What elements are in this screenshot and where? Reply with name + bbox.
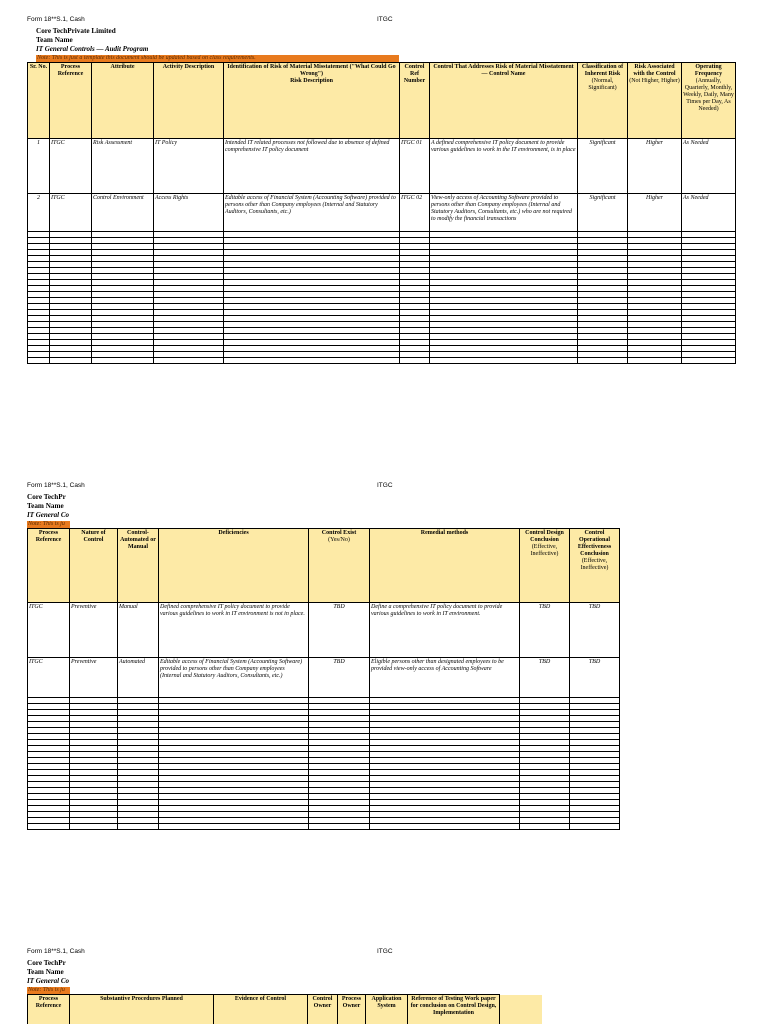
cell-classification: Significant bbox=[578, 194, 628, 232]
cell-sr: 1 bbox=[28, 139, 50, 194]
cell-process: ITGC bbox=[28, 658, 70, 698]
control-header-main: Control That Addresses Risk of Material Misstatement bbox=[433, 64, 574, 70]
risk-header-main: Identification of Risk of Material Misstatement ("What Could Go Wrong") bbox=[227, 64, 396, 77]
exist-header-sub: (Yes/No) bbox=[328, 537, 350, 543]
cell-control-exist: TBD bbox=[309, 658, 370, 698]
empty-cell bbox=[159, 824, 309, 830]
cell-activity: Access Rights bbox=[154, 194, 224, 232]
risk-assoc-header-sub: (Not Higher, Higher) bbox=[629, 78, 680, 84]
col-header-application: Application System bbox=[366, 995, 408, 1024]
col-header-workpaper-ref: Reference of Testing Work paper for conclusion on Control Design, Implementation bbox=[408, 995, 500, 1024]
col-header-deficiencies: Deficiencies bbox=[159, 529, 309, 603]
design-header-sub: (Effective, Ineffective) bbox=[530, 544, 559, 557]
program-title: IT General Controls — Audit Program bbox=[36, 45, 149, 53]
cell-remedial: Eligible persons other than designated employees to be provided view-only access of Accounting Software bbox=[370, 658, 520, 698]
cell-frequency: As Needed bbox=[682, 194, 736, 232]
cell-activity: IT Policy bbox=[154, 139, 224, 194]
team-name: Team Name bbox=[36, 36, 73, 44]
classification-header-sub: (Normal, Significant) bbox=[588, 78, 617, 91]
col-header-control-exist bbox=[309, 529, 370, 603]
col-header-control bbox=[430, 63, 578, 139]
empty-cell bbox=[682, 358, 736, 364]
exist-header-main: Control Exist bbox=[321, 530, 357, 536]
col-header-attribute: Attribute bbox=[92, 63, 154, 139]
cell-process: ITGC bbox=[28, 603, 70, 658]
cell-control-exist: TBD bbox=[309, 603, 370, 658]
header-center-label: ITGC bbox=[377, 482, 393, 489]
col-header-classification bbox=[578, 63, 628, 139]
deficiency-table bbox=[27, 528, 620, 830]
form-label: Form 18**S.1, Cash bbox=[27, 16, 85, 23]
cell-control: View-only access of Accounting Software provided to persons other than Company employees (Internal and Statutory Auditors, Consultants, etc.) who are not required to modify the financial transactions bbox=[430, 194, 578, 232]
col-header-remedial: Remedial methods bbox=[370, 529, 520, 603]
col-header-process-owner: Process Owner bbox=[338, 995, 366, 1024]
empty-cell bbox=[520, 824, 570, 830]
empty-cell bbox=[70, 824, 118, 830]
frequency-header-main: Operating Frequency bbox=[694, 64, 723, 77]
program-title: IT General Co bbox=[27, 977, 69, 985]
col-header-nature: Nature of Control bbox=[70, 529, 118, 603]
table-header-row bbox=[28, 63, 736, 139]
page-2 bbox=[0, 466, 768, 866]
col-header-process: Process Reference bbox=[28, 529, 70, 603]
col-header-frequency bbox=[682, 63, 736, 139]
col-header-risk bbox=[224, 63, 400, 139]
template-note: Note: This is ju bbox=[27, 987, 70, 994]
risk-header-sub: Risk Description bbox=[290, 78, 333, 84]
classification-header-main: Classification of Inherent Risk bbox=[581, 64, 624, 77]
col-header-blank bbox=[500, 995, 542, 1024]
risk-assoc-header-main: Risk Associated with the Control bbox=[633, 64, 676, 77]
empty-cell bbox=[370, 824, 520, 830]
team-name: Team Name bbox=[27, 502, 64, 510]
operational-header-main: Control Operational Effectiveness Conclusion bbox=[577, 530, 612, 557]
form-label: Form 18**S.1, Cash bbox=[27, 482, 85, 489]
table-header-row bbox=[28, 995, 542, 1024]
page-header bbox=[27, 16, 727, 23]
empty-cell bbox=[28, 824, 70, 830]
cell-automation: Automated bbox=[118, 658, 159, 698]
col-header-design bbox=[520, 529, 570, 603]
cell-design: TBD bbox=[520, 658, 570, 698]
col-header-activity: Activity Description bbox=[154, 63, 224, 139]
cell-process: ITGC bbox=[50, 194, 92, 232]
col-header-risk-assoc bbox=[628, 63, 682, 139]
empty-row bbox=[28, 824, 620, 830]
table-row bbox=[28, 603, 620, 658]
cell-remedial: Define a comprehensive IT policy document to provide various guidelines to work in IT environment. bbox=[370, 603, 520, 658]
cell-deficiency: Editable access of Financial System (Accounting Software) provided to persons other than Company employees (Internal and Statutory Auditors, Consultants, etc.) bbox=[159, 658, 309, 698]
cell-nature: Preventive bbox=[70, 658, 118, 698]
template-note: Note: This is ju bbox=[27, 521, 70, 528]
operational-header-sub: (Effective, Ineffective) bbox=[580, 558, 609, 571]
cell-sr: 2 bbox=[28, 194, 50, 232]
cell-risk: Editable access of Financial System (Accounting Software) provided to persons other than Company employees (Internal and Statutory Auditors, Consultants, etc.) bbox=[224, 194, 400, 232]
cell-risk: Intended IT related processes not followed due to absence of defined comprehensive IT policy document bbox=[224, 139, 400, 194]
empty-cell bbox=[28, 358, 50, 364]
program-title: IT General Co bbox=[27, 511, 69, 519]
cell-attribute: Risk Assessment bbox=[92, 139, 154, 194]
cell-frequency: As Needed bbox=[682, 139, 736, 194]
company-name: Core TechPr bbox=[27, 493, 66, 501]
empty-cell bbox=[50, 358, 92, 364]
cell-ref: ITGC 01 bbox=[400, 139, 430, 194]
cell-operational: TBD bbox=[570, 658, 620, 698]
page-header bbox=[27, 948, 727, 955]
page-header bbox=[27, 482, 727, 489]
cell-nature: Preventive bbox=[70, 603, 118, 658]
empty-cell bbox=[309, 824, 370, 830]
empty-cell bbox=[224, 358, 400, 364]
cell-risk-assoc: Higher bbox=[628, 194, 682, 232]
cell-design: TBD bbox=[520, 603, 570, 658]
empty-cell bbox=[400, 358, 430, 364]
risk-control-table bbox=[27, 62, 736, 364]
empty-cell bbox=[154, 358, 224, 364]
table-header-row bbox=[28, 529, 620, 603]
page-1 bbox=[0, 0, 768, 400]
empty-row bbox=[28, 358, 736, 364]
col-header-sr: Sr. No. bbox=[28, 63, 50, 139]
empty-cell bbox=[628, 358, 682, 364]
col-header-operational bbox=[570, 529, 620, 603]
col-header-evidence: Evidence of Control bbox=[214, 995, 308, 1024]
cell-deficiency: Defined comprehensive IT policy document to provide various guidelines to work in IT environment is not in place. bbox=[159, 603, 309, 658]
design-header-main: Control Design Conclusion bbox=[525, 530, 564, 543]
frequency-header-sub: (Annually, Quarterly, Monthly, Weekly, Daily, Many Times per Day, As Needed) bbox=[683, 78, 734, 112]
table-row bbox=[28, 194, 736, 232]
col-header-process: Process Reference bbox=[28, 995, 70, 1024]
template-note: Note: This is just a template this document should be updated based on class requirements. bbox=[36, 55, 399, 62]
company-name: Core TechPrivate Limited bbox=[36, 27, 116, 35]
empty-cell bbox=[430, 358, 578, 364]
table-row bbox=[28, 658, 620, 698]
cell-ref: ITGC 02 bbox=[400, 194, 430, 232]
col-header-control-ref: Control Ref Number bbox=[400, 63, 430, 139]
cell-process: ITGC bbox=[50, 139, 92, 194]
header-center-label: ITGC bbox=[377, 16, 393, 23]
empty-rows bbox=[28, 698, 620, 830]
cell-classification: Significant bbox=[578, 139, 628, 194]
col-header-control-owner: Control Owner bbox=[308, 995, 338, 1024]
control-header-sub: — Control Name bbox=[481, 71, 526, 77]
empty-cell bbox=[578, 358, 628, 364]
cell-automation: Manual bbox=[118, 603, 159, 658]
company-name: Core TechPr bbox=[27, 959, 66, 967]
table-row bbox=[28, 139, 736, 194]
cell-operational: TBD bbox=[570, 603, 620, 658]
cell-risk-assoc: Higher bbox=[628, 139, 682, 194]
empty-cell bbox=[118, 824, 159, 830]
empty-rows bbox=[28, 232, 736, 364]
page-3 bbox=[0, 932, 768, 1024]
empty-cell bbox=[92, 358, 154, 364]
col-header-substantive: Substantive Procedures Planned bbox=[70, 995, 214, 1024]
header-center-label: ITGC bbox=[377, 948, 393, 955]
team-name: Team Name bbox=[27, 968, 64, 976]
col-header-process: Process Reference bbox=[50, 63, 92, 139]
testing-table bbox=[27, 994, 542, 1024]
form-label: Form 18**S.1, Cash bbox=[27, 948, 85, 955]
cell-attribute: Control Environment bbox=[92, 194, 154, 232]
empty-cell bbox=[570, 824, 620, 830]
col-header-automation: Control- Automated or Manual bbox=[118, 529, 159, 603]
cell-control: A defined comprehensive IT policy document to provide various guidelines to work in the IT environment, is in place bbox=[430, 139, 578, 194]
